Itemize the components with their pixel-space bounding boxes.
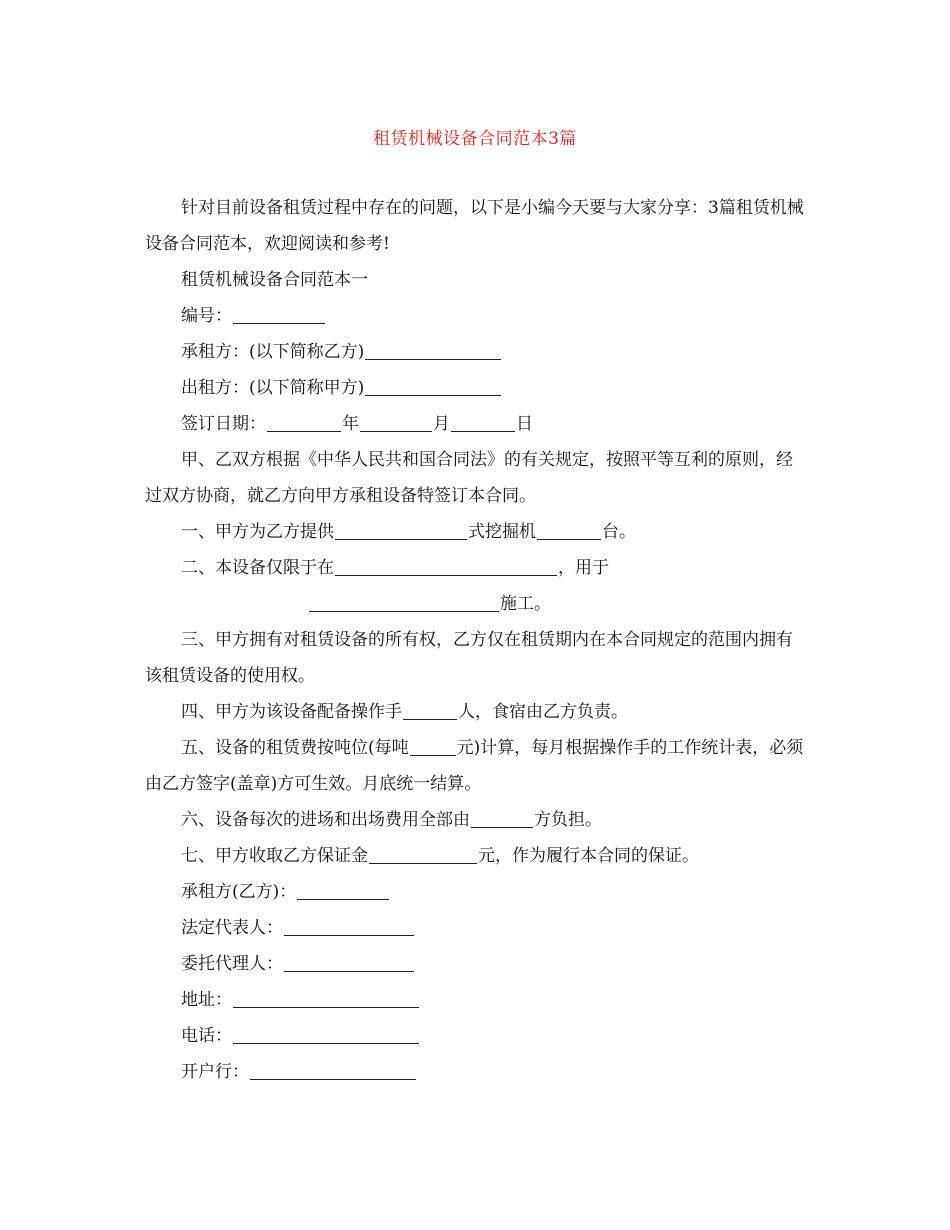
clause-2-text-c: 施工。: [500, 594, 551, 614]
signature-agent-label: 委托代理人：: [181, 954, 283, 974]
year-blank: [267, 413, 341, 432]
clause-4-text-a: 四、甲方为该设备配备操作手: [181, 702, 402, 722]
signature-lessee: [145, 874, 805, 910]
signature-legal-rep-label: 法定代表人：: [181, 918, 283, 938]
section-heading: 租赁机械设备合同范本一: [181, 270, 368, 290]
signature-address-blank: [233, 989, 419, 1008]
clause-4-operator-blank: [403, 701, 457, 720]
signature-phone-blank: [233, 1025, 419, 1044]
clause-4-text-b: 人，食宿由乙方负责。: [458, 702, 628, 722]
lessee-line: [145, 334, 805, 370]
clause-1-text-a: 一、甲方为乙方提供: [181, 522, 334, 542]
month-label: 月: [433, 414, 450, 434]
signature-bank-label: 开户行：: [181, 1062, 249, 1082]
signature-agent-blank: [284, 953, 414, 972]
lessee-label: 承租方：(以下简称乙方): [181, 342, 365, 362]
signature-address-label: 地址：: [181, 990, 232, 1010]
clause-1-text-c: 台。: [602, 522, 636, 542]
clause-2-location-blank: [335, 557, 557, 576]
clause-2-text-b: ，用于: [558, 558, 609, 578]
clause-2-purpose-blank: [309, 593, 499, 612]
clause-6-text-a: 六、设备每次的进场和出场费用全部由: [181, 810, 470, 830]
signature-phone: [145, 1018, 805, 1054]
clause-4: [145, 694, 805, 730]
lessor-label: 出租方：(以下简称甲方): [181, 378, 365, 398]
clause-5-text-a: 五、设备的租赁费按吨位(每吨: [181, 738, 409, 758]
day-blank: [451, 413, 515, 432]
year-label: 年: [342, 414, 359, 434]
clause-7-text-a: 七、甲方收取乙方保证金: [181, 846, 368, 866]
clause-6-party-blank: [471, 809, 533, 828]
document-body: [145, 190, 805, 1090]
number-label: 编号：: [181, 306, 232, 326]
clause-2: [145, 550, 805, 622]
clause-6-text-b: 方负担。: [534, 810, 602, 830]
document-title: 租赁机械设备合同范本3篇: [373, 129, 577, 149]
day-label: 日: [516, 414, 533, 434]
clause-1-count-blank: [537, 521, 601, 540]
number-line: [145, 298, 805, 334]
signature-lessee-blank: [297, 881, 389, 900]
signature-legal-rep: [145, 910, 805, 946]
signature-bank: [145, 1054, 805, 1090]
signature-phone-label: 电话：: [181, 1026, 232, 1046]
preamble-paragraph: 甲、乙双方根据《中华人民共和国合同法》的有关规定，按照平等互利的原则，经过双方协商，就乙方向甲方承租设备特签订本合同。: [145, 450, 793, 506]
clause-3: 三、甲方拥有对租赁设备的所有权，乙方仅在租赁期内在本合同规定的范围内拥有该租赁设备的使用权。: [145, 630, 793, 686]
clause-7-text-b: 元，作为履行本合同的保证。: [478, 846, 699, 866]
lessor-line: [145, 370, 805, 406]
month-blank: [360, 413, 432, 432]
clause-5: [145, 730, 805, 802]
signature-agent: [145, 946, 805, 982]
clause-6: [145, 802, 805, 838]
sign-date-line: [145, 406, 805, 442]
lessee-blank: [365, 341, 501, 360]
clause-1: [145, 514, 805, 550]
clause-2-text-a: 二、本设备仅限于在: [181, 558, 334, 578]
clause-7: [145, 838, 805, 874]
lessor-blank: [365, 377, 501, 396]
signature-lessee-label: 承租方(乙方)：: [181, 882, 297, 902]
intro-paragraph: 针对目前设备租赁过程中存在的问题，以下是小编今天要与大家分享：3篇租赁机械设备合同范本，欢迎阅读和参考!: [145, 198, 804, 254]
signature-legal-rep-blank: [284, 917, 414, 936]
clause-5-price-blank: [410, 737, 456, 756]
signature-bank-blank: [250, 1061, 416, 1080]
clause-7-deposit-blank: [369, 845, 477, 864]
clause-5-text-b: 元)计算，每月根据操作手的工作统计表，必须由乙方签字(盖章)方可生效。月底统一结算。: [145, 738, 804, 794]
clause-1-text-b: 式挖掘机: [468, 522, 536, 542]
sign-date-label: 签订日期：: [181, 414, 266, 434]
clause-1-model-blank: [335, 521, 467, 540]
number-blank: [233, 305, 325, 324]
signature-address: [145, 982, 805, 1018]
